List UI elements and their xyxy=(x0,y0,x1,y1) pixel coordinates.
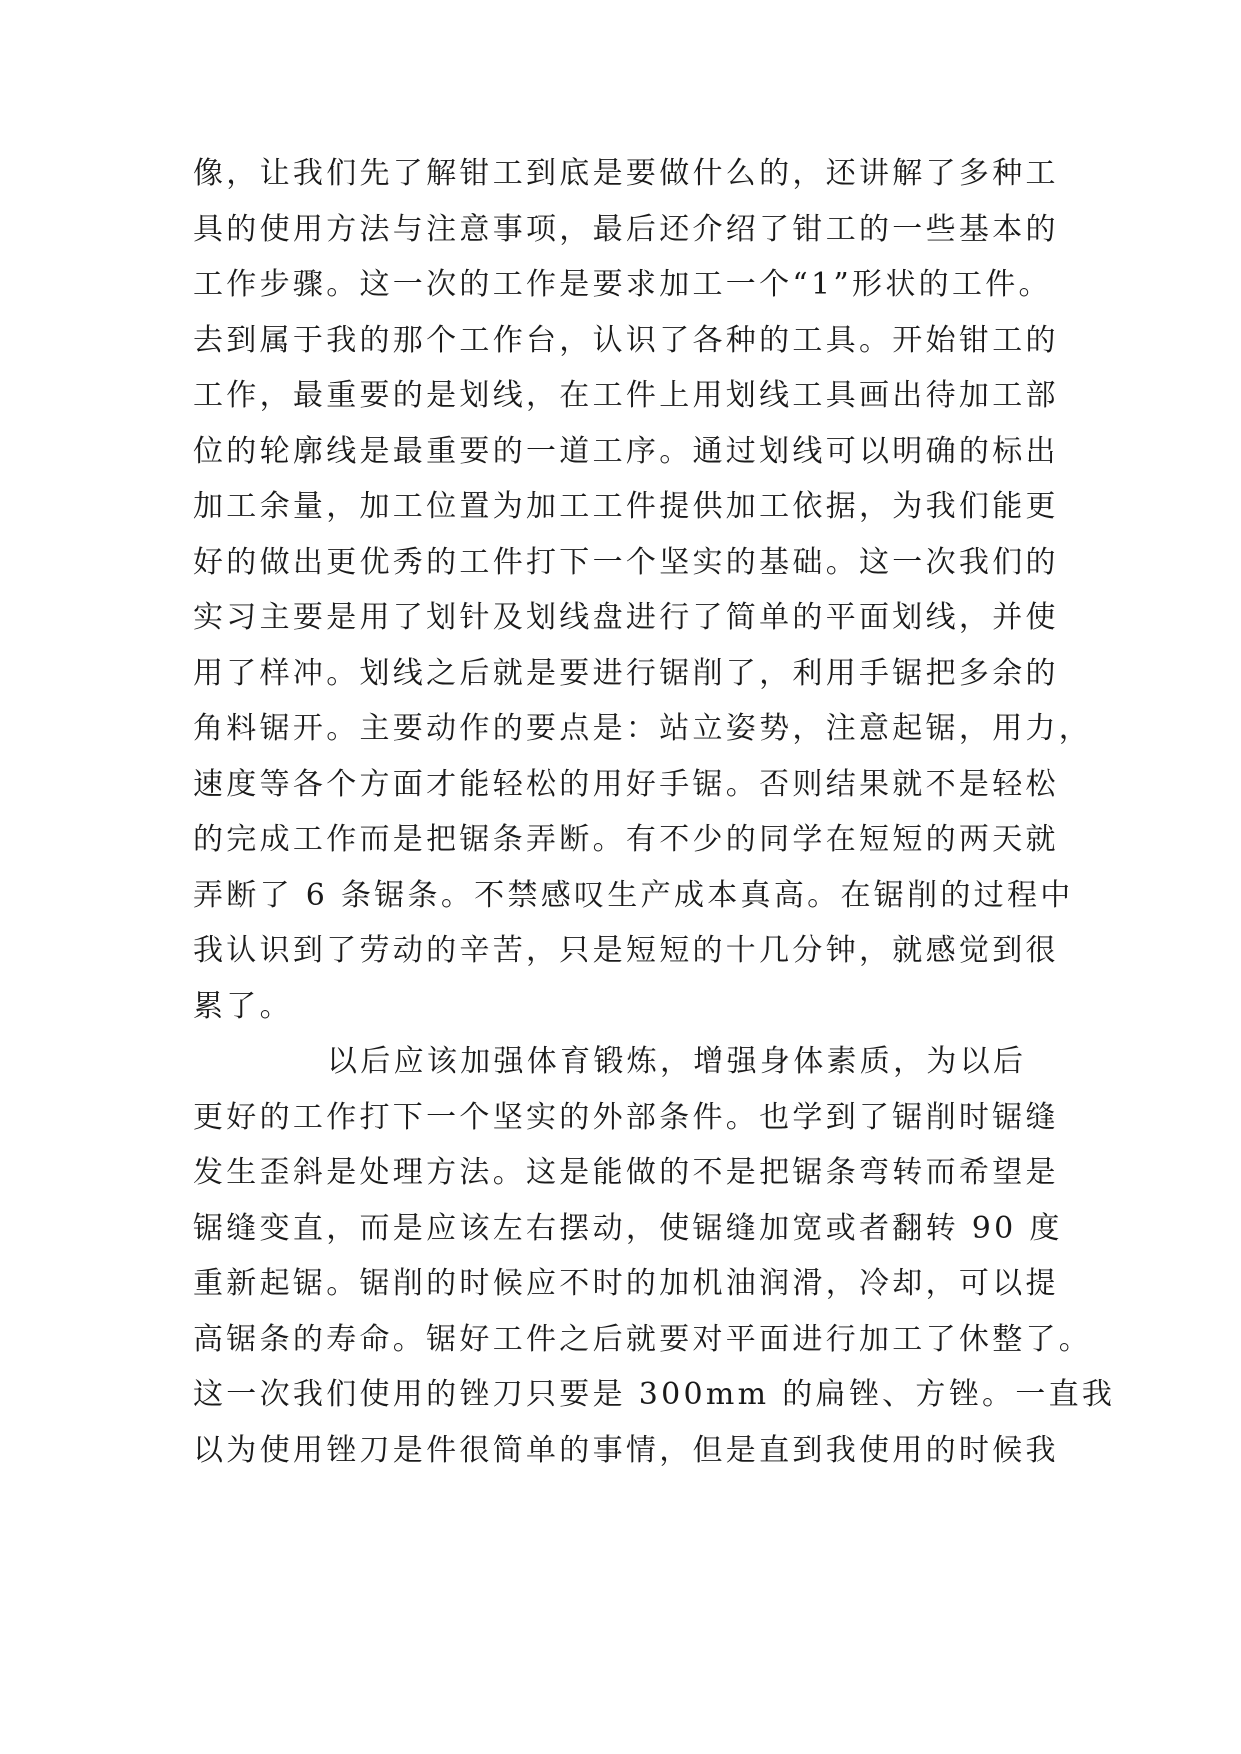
paragraph xyxy=(193,146,1093,1034)
text-line: 具的使用方法与注意事项，最后还介绍了钳工的一些基本的 xyxy=(193,211,1059,247)
text-line: 锯缝变直，而是应该左右摆动，使锯缝加宽或者翻转 90 度 xyxy=(193,1210,1063,1246)
text-line: 角料锯开。主要动作的要点是：站立姿势，注意起锯，用力， xyxy=(193,711,1093,746)
text-line: 更好的工作打下一个坚实的外部条件。也学到了锯削时锯缝 xyxy=(193,1099,1059,1135)
paragraph xyxy=(193,1034,1116,1478)
text-line: 位的轮廓线是最重要的一道工序。通过划线可以明确的标出 xyxy=(193,433,1059,469)
body-text xyxy=(193,146,1116,1478)
text-line: 我认识到了劳动的辛苦，只是短短的十几分钟，就感觉到很 xyxy=(193,933,1059,968)
text-line: 实习主要是用了划针及划线盘进行了简单的平面划线，并使 xyxy=(193,600,1059,635)
text-line: 好的做出更优秀的工件打下一个坚实的基础。这一次我们的 xyxy=(193,544,1059,580)
text-line: 高锯条的寿命。锯好工件之后就要对平面进行加工了休整了。 xyxy=(193,1321,1093,1357)
text-line: 去到属于我的那个工作台，认识了各种的工具。开始钳工的 xyxy=(193,322,1059,358)
text-line: 的完成工作而是把锯条弄断。有不少的同学在短短的两天就 xyxy=(193,822,1059,857)
text-line: 重新起锯。锯削的时候应不时的加机油润滑，冷却，可以提 xyxy=(193,1266,1059,1301)
text-line: 累了。 xyxy=(193,988,293,1024)
text-line: 发生歪斜是处理方法。这是能做的不是把锯条弯转而希望是 xyxy=(193,1155,1059,1190)
text-line: 这一次我们使用的锉刀只要是 300mm 的扁锉、方锉。一直我 xyxy=(193,1377,1116,1412)
text-line: 以为使用锉刀是件很简单的事情，但是直到我使用的时候我 xyxy=(193,1432,1059,1468)
text-line: 加工余量，加工位置为加工工件提供加工依据，为我们能更 xyxy=(193,489,1059,524)
text-line: 以后应该加强体育锻炼，增强身体素质，为以后 xyxy=(327,1044,1027,1079)
text-line: 像，让我们先了解钳工到底是要做什么的，还讲解了多种工 xyxy=(193,156,1059,191)
text-line: 速度等各个方面才能轻松的用好手锯。否则结果就不是轻松 xyxy=(193,766,1059,802)
text-line: 工作步骤。这一次的工作是要求加工一个“1”形状的工件。 xyxy=(193,267,1052,302)
text-line: 用了样冲。划线之后就是要进行锯削了，利用手锯把多余的 xyxy=(193,655,1059,691)
text-line: 工作，最重要的是划线，在工件上用划线工具画出待加工部 xyxy=(193,378,1059,413)
text-line: 弄断了 6 条锯条。不禁感叹生产成本真高。在锯削的过程中 xyxy=(193,877,1074,913)
